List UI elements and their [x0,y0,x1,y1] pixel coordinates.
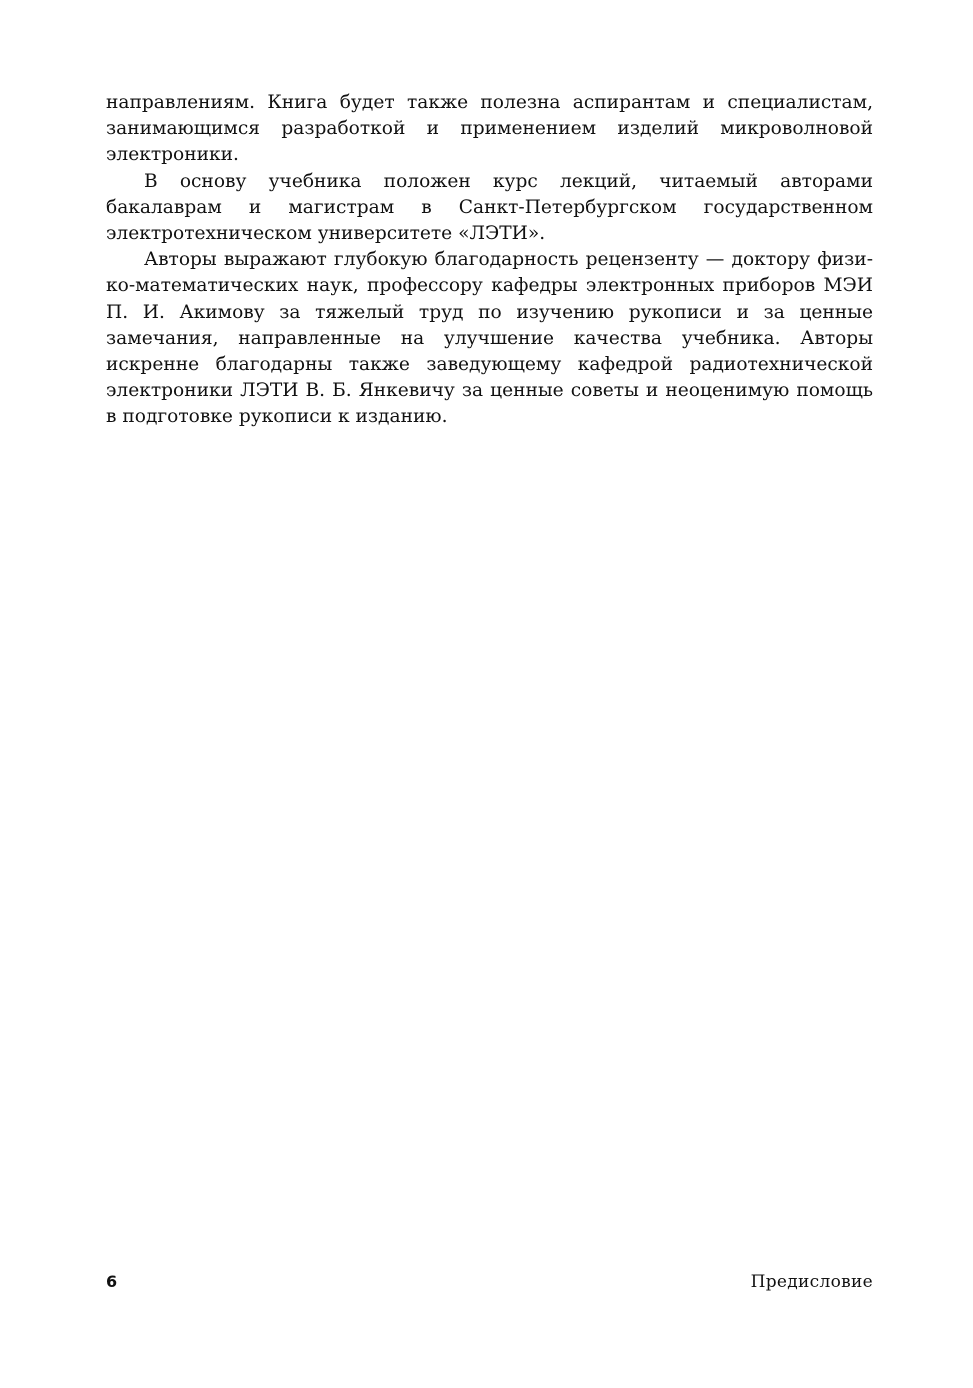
page-footer [106,1269,873,1295]
paragraph-course-basis: В основу учебника положен курс лекций, читаемый авторами бакалаврам и магистрам в Санкт-Петербургском государственном электротехническом университете «ЛЭТИ». [106,170,873,245]
paragraph-continuation: направлениям. Книга будет также полезна аспирантам и специалистам, занимающимся разработкой и применением изделий микроволновой электроники. [106,92,873,166]
paragraph-acknowledgements: Авторы выражают глубокую благодарность рецензенту — доктору физико-математических наук, профессору кафедры электронных приборов МЭИ П. И. Акимову за тяжелый труд по изучению рукописи и за ценные замечания, направленные на улучшение качества учебника. Авторы искренне благодарны также заведующему кафедрой радиотехнической электроники ЛЭТИ В. Б. Янкевичу за ценные советы и неоценимую помощь в подготовке рукописи к изданию. [106,249,873,428]
body-text [106,90,873,431]
page-number: 6 [106,1272,118,1291]
running-title: Предисловие [750,1272,873,1292]
